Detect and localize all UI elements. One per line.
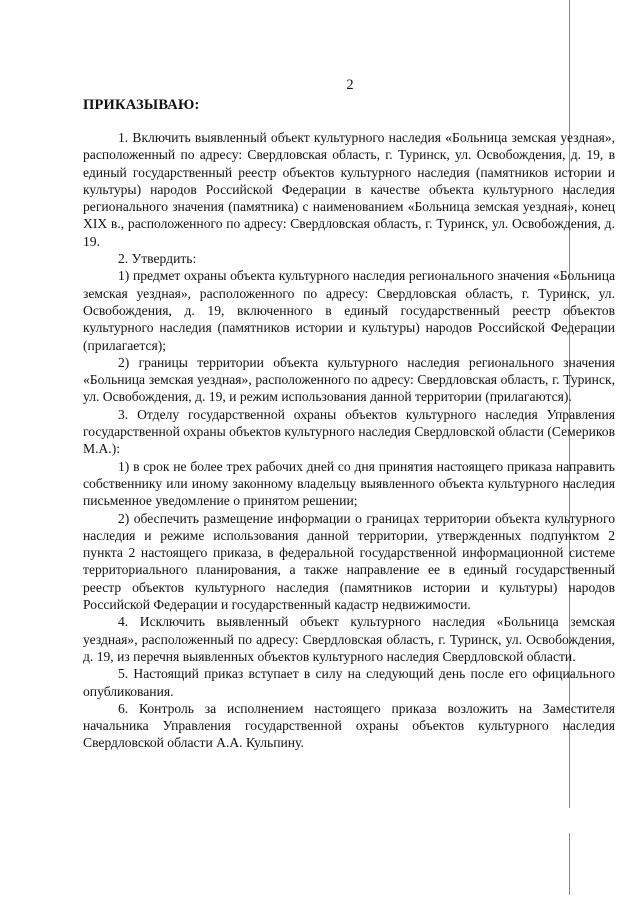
paragraph-6: 6. Контроль за исполнением настоящего приказа возложить на Заместителя начальника Управления государственной охраны объектов культурного наследия Свердловской области А.А. Кульпину. <box>83 700 615 751</box>
paragraph-5: 5. Настоящий приказ вступает в силу на следующий день после его официального опубликования. <box>83 666 615 699</box>
paragraph-3-2: 2) обеспечить размещение информации о границах территории объекта культурного наследия и режиме использования данной территории, утвержденных подпунктом 2 пункта 2 настоящего приказа, в федеральной государственной информационной системе территориального планирования, а также направление ее в единый государственный реестр объектов культурного наследия (памятников истории и культуры) народов Российской Федерации и государственный кадастр недвижимости. <box>83 510 615 613</box>
document-body <box>83 129 615 752</box>
paragraph-3: 3. Отделу государственной охраны объектов культурного наследия Управления государственной охраны объектов культурного наследия Свердловской области (Семериков М.А.): <box>83 406 615 457</box>
page-number: 2 <box>346 77 354 93</box>
paragraph-2-2: 2) границы территории объекта культурного наследия регионального значения «Больница земская уездная», расположенного по адресу: Свердловская область, г. Туринск, ул. Освобождения, д. 19, и режим использования данной территории (прилагаются). <box>83 354 615 405</box>
paragraph-2-1: 1) предмет охраны объекта культурного наследия регионального значения «Больница земская уездная», расположенного по адресу: Свердловская область, г. Туринск, ул. Освобождения, д. 19, включенного в единый государственный реестр объектов культурного наследия (памятников истории и культуры) народов Российской Федерации (прилагается); <box>83 268 615 353</box>
margin-line-bottom <box>569 833 570 895</box>
paragraph-1: 1. Включить выявленный объект культурного наследия «Больница земская уездная», расположенный по адресу: Свердловская область, г. Туринск, ул. Освобождения, д. 19, в единый государственный реестр объектов культурного наследия (памятников истории и культуры) народов Российской Федерации в качестве объекта культурного наследия регионального значения (памятника) с наименованием «Больница земская уездная», конец XIX в., расположенного по адресу: Свердловская область, г. Туринск, ул. Освобождения, д. 19. <box>83 130 615 249</box>
paragraph-2: 2. Утвердить: <box>118 251 197 267</box>
order-heading: ПРИКАЗЫВАЮ: <box>83 97 200 113</box>
paragraph-4: 4. Исключить выявленный объект культурного наследия «Больница земская уездная», расположенный по адресу: Свердловская область, г. Туринск, ул. Освобождения, д. 19, из перечня выявленных объектов культурного наследия Свердловской области. <box>83 614 615 664</box>
paragraph-3-1: 1) в срок не более трех рабочих дней со дня принятия настоящего приказа направить собственнику или иному законному владельцу выявленного объекта культурного наследия письменное уведомление о принятом решении; <box>83 458 615 509</box>
